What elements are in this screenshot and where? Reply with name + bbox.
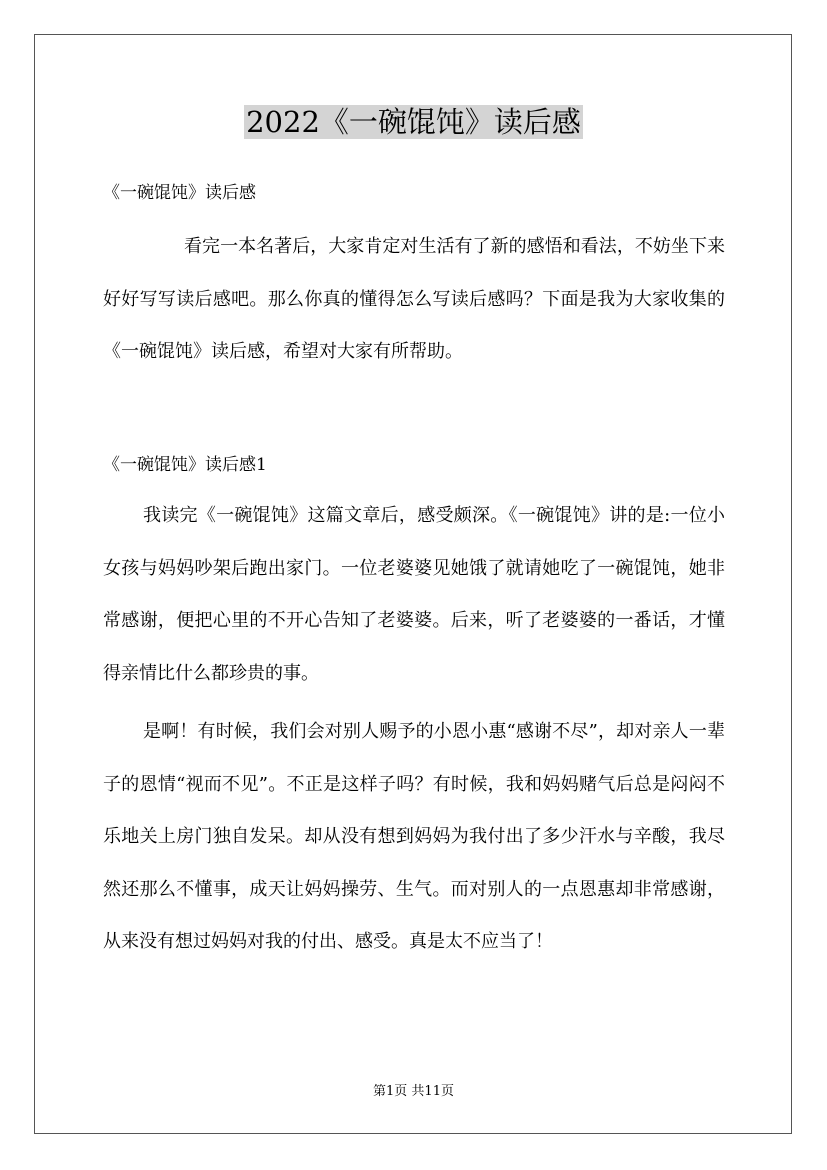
document-subtitle: 《一碗馄饨》读后感 — [103, 183, 256, 203]
document-title — [0, 100, 827, 144]
body-paragraph-1: 我读完《一碗馄饨》这篇文章后，感受颇深。《一碗馄饨》讲的是:一位小女孩与妈妈吵架后跑出家门。一位老婆婆见她饿了就请她吃了一碗馄饨，她非常感谢，便把心里的不开心告知了老婆婆。后来，听了老婆婆的一番话，才懂得亲情比什么都珍贵的事。 — [103, 505, 725, 684]
intro-paragraph: 看完一本名著后，大家肯定对生活有了新的感悟和看法，不妨坐下来好好写写读后感吧。那么你真的懂得怎么写读后感吗？下面是我为大家收集的《一碗馄饨》读后感，希望对大家有所帮助。 — [103, 236, 725, 362]
page-number-footer: 第1页 共11页 — [373, 1084, 454, 1099]
section-heading: 《一碗馄饨》读后感1 — [103, 455, 267, 475]
document-title-text: 2022《一碗馄饨》读后感 — [246, 105, 581, 139]
body-paragraph-2: 是啊！有时候，我们会对别人赐予的小恩小惠“感谢不尽”，却对亲人一辈子的恩情“视而不见”。不正是这样子吗？有时候，我和妈妈赌气后总是闷闷不乐地关上房门独自发呆。却从没有想到妈妈为我付出了多少汗水与辛酸，我尽然还那么不懂事，成天让妈妈操劳、生气。而对别人的一点恩惠却非常感谢，从来没有想过妈妈对我的付出、感受。真是太不应当了！ — [103, 721, 725, 952]
